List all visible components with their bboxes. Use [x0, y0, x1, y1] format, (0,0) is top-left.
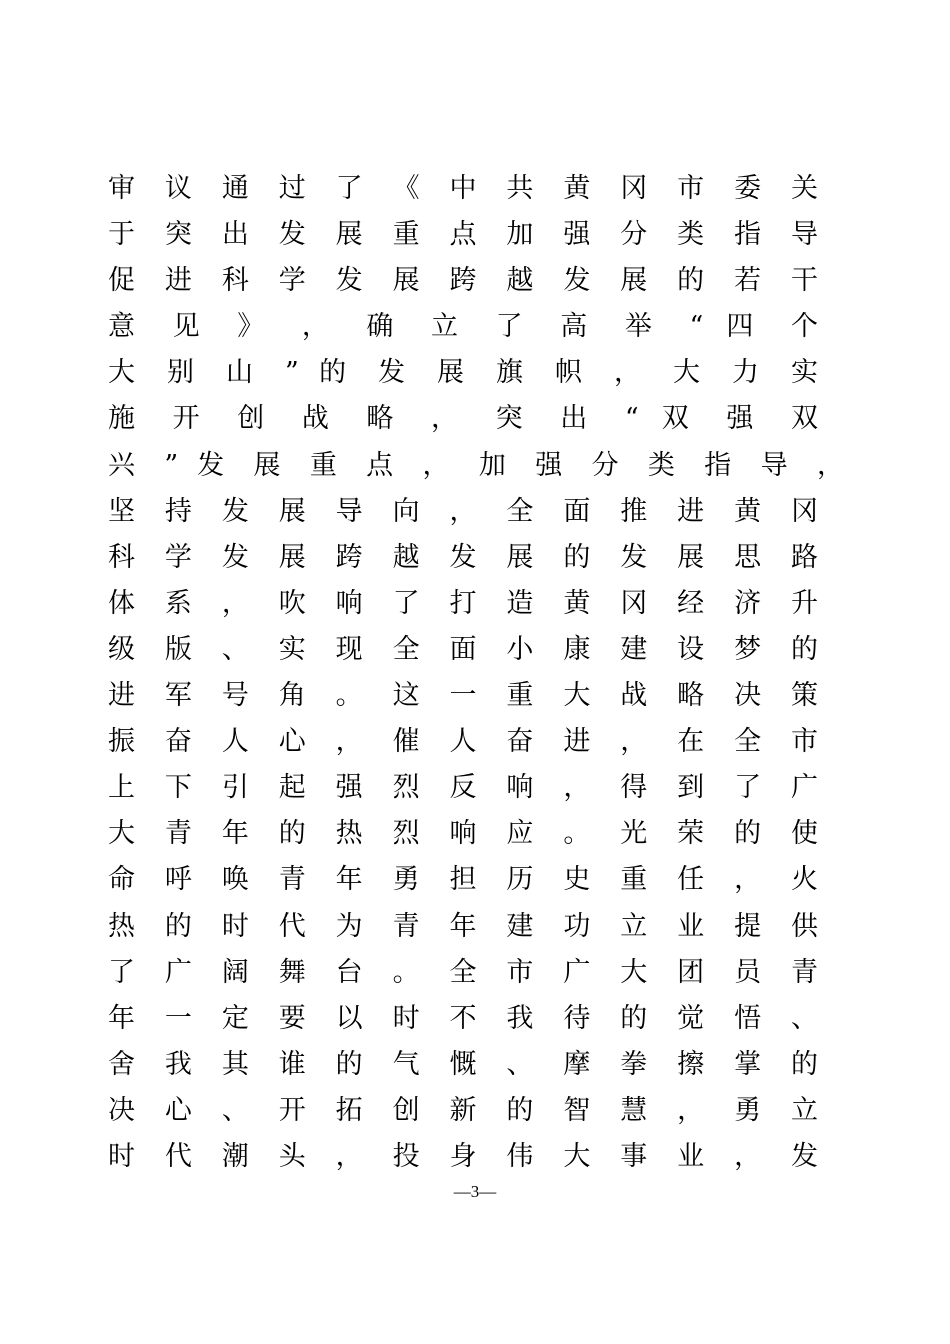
body-text — [108, 166, 844, 1180]
text-line-8: 坚 持 发 展 导 向 ， 全 面 推 进 黄 冈 — [108, 495, 818, 527]
page-number: —3— — [453, 1182, 497, 1201]
text-line-12: 进 军 号 角 。 这 一 重 大 战 略 决 策 — [108, 680, 818, 712]
text-line-10: 体 系 ， 吹 响 了 打 造 黄 冈 经 济 升 — [108, 587, 818, 619]
text-line-3: 促 进 科 学 发 展 跨 越 发 展 的 若 干 — [108, 265, 818, 297]
text-line-21: 决 心 、 开 拓 创 新 的 智 慧 ， 勇 立 — [108, 1094, 818, 1126]
text-line-17: 热 的 时 代 为 青 年 建 功 立 业 提 供 — [108, 910, 818, 942]
text-line-11: 级 版 、 实 现 全 面 小 康 建 设 梦 的 — [108, 633, 818, 665]
text-line-7: 兴 ” 发 展 重 点 ， 加 强 分 类 指 导 ， — [108, 449, 844, 481]
text-line-13: 振 奋 人 心 ， 催 人 奋 进 ， 在 全 市 — [108, 726, 818, 758]
text-line-18: 了 广 阔 舞 台 。 全 市 广 大 团 员 青 — [108, 956, 818, 988]
text-line-16: 命 呼 唤 青 年 勇 担 历 史 重 任 ， 火 — [108, 864, 818, 896]
text-line-4: 意 见 》 ， 确 立 了 高 举 “ 四 个 — [108, 311, 818, 343]
text-line-9: 科 学 发 展 跨 越 发 展 的 发 展 思 路 — [108, 541, 818, 573]
text-line-6: 施 开 创 战 略 ， 突 出 “ 双 强 双 — [108, 403, 818, 435]
text-line-22: 时 代 潮 头 ， 投 身 伟 大 事 业 ， 发 — [108, 1140, 818, 1172]
text-line-20: 舍 我 其 谁 的 气 慨 、 摩 拳 擦 掌 的 — [108, 1048, 818, 1080]
text-line-5: 大 别 山 ” 的 发 展 旗 帜 ， 大 力 实 — [108, 357, 818, 389]
text-line-1: 审 议 通 过 了 《 中 共 黄 冈 市 委 关 — [108, 173, 818, 204]
text-line-15: 大 青 年 的 热 烈 响 应 。 光 荣 的 使 — [108, 818, 818, 850]
text-line-19: 年 一 定 要 以 时 不 我 待 的 觉 悟 、 — [108, 1002, 818, 1034]
text-line-14: 上 下 引 起 强 烈 反 响 ， 得 到 了 广 — [108, 772, 818, 804]
text-line-2: 于 突 出 发 展 重 点 加 强 分 类 指 导 — [108, 219, 818, 251]
